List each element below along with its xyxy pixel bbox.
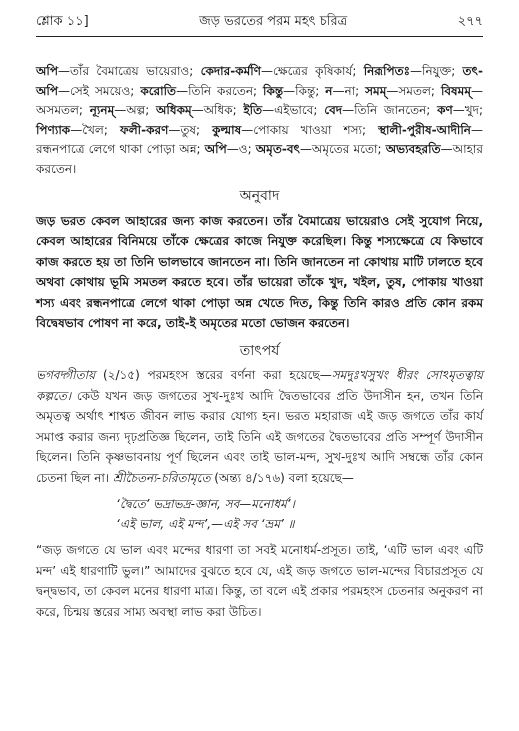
synonym-word: ফলী-করণ	[119, 122, 169, 137]
synonym-word: কণ	[437, 103, 453, 117]
synonym-word: অভ্যবহরতি	[385, 142, 441, 156]
synonym-word: করোতি	[140, 83, 177, 98]
synonym-word: অধিকম্	[156, 103, 192, 117]
synonym-word: নিরূপিতঃ	[363, 64, 411, 78]
synonym-word: কুল্মাষ	[212, 122, 242, 137]
purport-text: (২/১৫) পরমহংস স্তরের বর্ণনা করা হয়েছে—	[95, 368, 332, 382]
synonym-meaning: সমতল;	[398, 83, 435, 98]
synonym-meaning: ক্ষেত্রের কৃষিকার্য;	[273, 64, 357, 78]
chapter-title: জড় ভরতের পরম মহৎ চরিত্র	[199, 13, 348, 29]
purport-source-italic: ভগবদ্গীতায়	[36, 368, 96, 382]
synonym-meaning: নিযুক্ত;	[422, 64, 456, 78]
synonym-word: অপি	[204, 142, 227, 156]
synonym-word: অপি	[36, 64, 58, 78]
synonym-word: ইতি	[243, 103, 263, 117]
purport-closing-paragraph: “জড় জগতে যে ভাল এবং মন্দের ধারণা তা সবই মনোধর্ম-প্রসূত। তাই, ‘এটি ভাল এবং এটি মন্দ’ এই ধারণাটি ভুল।” আমাদের বুঝতে হবে যে, এই জড় জগতে ভাল-মন্দের বিচারপ্রসূত যে দ্বন্দ্বভাব, তা কেবল মনের ধারণা মাত্র। কিন্তু, তা বলে এই প্রকার পরমহংস চেতনার অনুকরণ না করে, চিন্ময় স্তরের সাম্য অবস্থা লাভ করা উচিত।	[36, 543, 483, 619]
purport-text: কেউ যখন জড় জগতের সুখ-দুঃখ আদি দ্বৈতভাবের প্রতি উদাসীন হন, তখন তিনি অমৃতত্ব অর্থাৎ শাশ্বত জীবন লাভ করার যোগ্য হন। ভরত মহারাজ এই জড় জগতে তাঁর কার্য সমাপ্ত করার জন্য দৃঢ়প্রতিজ্ঞ ছিলেন, তাই তিনি এই জগতের দ্বৈতভাবের প্রতি সম্পূর্ণ উদাসীন ছিলেন। তিনি কৃষ্ণভাবনায় পূর্ণ ছিলেন এবং তাই ভাল-মন্দ, সুখ-দুঃখ আদি সম্বন্ধে তাঁর কোন চেতনা ছিল না।	[36, 388, 483, 485]
translation-heading: অনুবাদ	[239, 188, 280, 204]
verse-line: ‘এই ভাল, এই মন্দ’,—এই সব ‘ভ্রম’ ॥	[116, 517, 295, 531]
synonym-meaning: তাঁর বৈমাত্রেয় ভায়েরাও;	[69, 64, 194, 78]
synonym-word: স্থালী-পুরীষ-আদীনি	[378, 122, 471, 137]
synonym-meaning: খুদ;	[464, 103, 483, 117]
synonym-meaning: এইভাবে;	[274, 103, 318, 117]
synonym-word: কেদার-কর্মণি	[200, 64, 261, 78]
page-number: ২৭৭	[457, 13, 483, 29]
synonym-meaning: সেই সময়েও;	[69, 83, 135, 98]
synonym-meaning: অমৃতের মতো;	[311, 142, 382, 156]
purport-paragraph	[36, 365, 483, 488]
quoted-verse	[116, 494, 483, 534]
synonym-meaning: আহার করতেন।	[36, 142, 483, 176]
header-rule	[36, 36, 483, 37]
synonym-word: কিন্তু	[263, 83, 284, 98]
translation-text: জড় ভরত কেবল আহারের জন্য কাজ করতেন। তাঁর বৈমাত্রেয় ভায়েরাও সেই সুযোগ নিয়ে, কেবল আহারের বিনিময়ে তাঁকে ক্ষেত্রের কাজে নিযুক্ত করেছিল। কিন্তু শস্যক্ষেত্রে যে কিভাবে কাজ করতে হয় তা তিনি ভালভাবে জানতেন না। তিনি জানতেন না কোথায় মাটি ঢালতে হবে অথবা কোথায় ভূমি সমতল করতে হবে। তাঁর ভায়েরা তাঁকে খুদ, খইল, তুষ, পোকায় খাওয়া শস্য এবং রন্ধনপাত্রে লেগে থাকা পোড়া অন্ন খেতে দিত, কিন্তু তিনি কারও প্রতি কোন রকম বিদ্বেষভাব পোষণ না করে, তাই-ই অমৃতের মতো ভোজন করতেন।	[36, 213, 483, 330]
purport-quote-italic: সমদুঃখসুখং ধীরং সোঽমৃতত্বায় কল্পতে।	[36, 368, 483, 403]
synonym-meaning: অধিক;	[203, 103, 237, 117]
purport-source-italic: শ্রীচৈতন্য-চরিতামৃতে	[113, 470, 211, 485]
page-content	[36, 62, 483, 622]
page-header	[36, 10, 483, 34]
verse-reference: শ্লোক ১১]	[36, 13, 89, 29]
synonym-meaning: তুষ;	[180, 122, 201, 137]
synonym-meaning: অসমতল;	[36, 103, 83, 117]
synonym-meaning: তিনি জানতেন;	[354, 103, 431, 117]
synonym-meaning: তিনি করতেন;	[188, 83, 258, 98]
synonym-meaning: পোকায় খাওয়া শস্য;	[253, 122, 367, 137]
synonym-word: ন	[325, 83, 333, 98]
synonym-meaning: রন্ধনপাত্রে লেগে থাকা পোড়া অন্ন;	[36, 142, 201, 156]
synonym-word: অমৃত-বৎ	[255, 142, 300, 156]
purport-heading: তাৎপর্য	[239, 342, 280, 359]
synonym-meaning: খৈল;	[82, 122, 108, 137]
synonym-word: পিণ্যাক	[36, 122, 71, 137]
purport-text: (অন্ত্য ৪/১৭৬) বলা হয়েছে—	[210, 470, 354, 485]
synonym-word: তৎ-অপি	[36, 64, 483, 98]
synonym-meaning: কিন্তু;	[295, 83, 320, 98]
synonym-meaning: না;	[344, 83, 360, 98]
synonym-word: বিষমম্	[440, 83, 471, 98]
verse-line: ‘দ্বৈতে’ ভদ্রাভদ্র-জ্ঞান, সব—মনোধর্ম’।	[116, 497, 295, 511]
synonym-meaning: অল্প;	[126, 103, 150, 117]
synonyms-paragraph: অপি—তাঁর বৈমাত্রেয় ভায়েরাও; কেদার-কর্মণি—ক্ষেত্রের কৃষিকার্য; নিরূপিতঃ—নিযুক্ত; তৎ-অপি—সেই সময়েও; করোতি—তিনি করতেন; কিন্তু—কিন্তু; ন—না; সমম্—সমতল; বিষমম্—অসমতল; ন্যূনম্—অল্প; অধিকম্—অধিক; ইতি—এইভাবে; বেদ—তিনি জানতেন; কণ—খুদ; পিণ্যাক—খৈল; ফলী-করণ—তুষ; কুল্মাষ—পোকায় খাওয়া শস্য; স্থালী-পুরীষ-আদীনি—রন্ধনপাত্রে লেগে থাকা পোড়া অন্ন; অপি—ও; অমৃত-বৎ—অমৃতের মতো; অভ্যবহরতি—আহার করতেন।	[36, 64, 483, 176]
synonym-meaning: ও;	[238, 142, 252, 156]
synonym-word: ন্যূনম্	[89, 103, 115, 117]
synonym-word: বেদ	[324, 103, 343, 117]
synonym-word: সমম্	[365, 83, 387, 98]
